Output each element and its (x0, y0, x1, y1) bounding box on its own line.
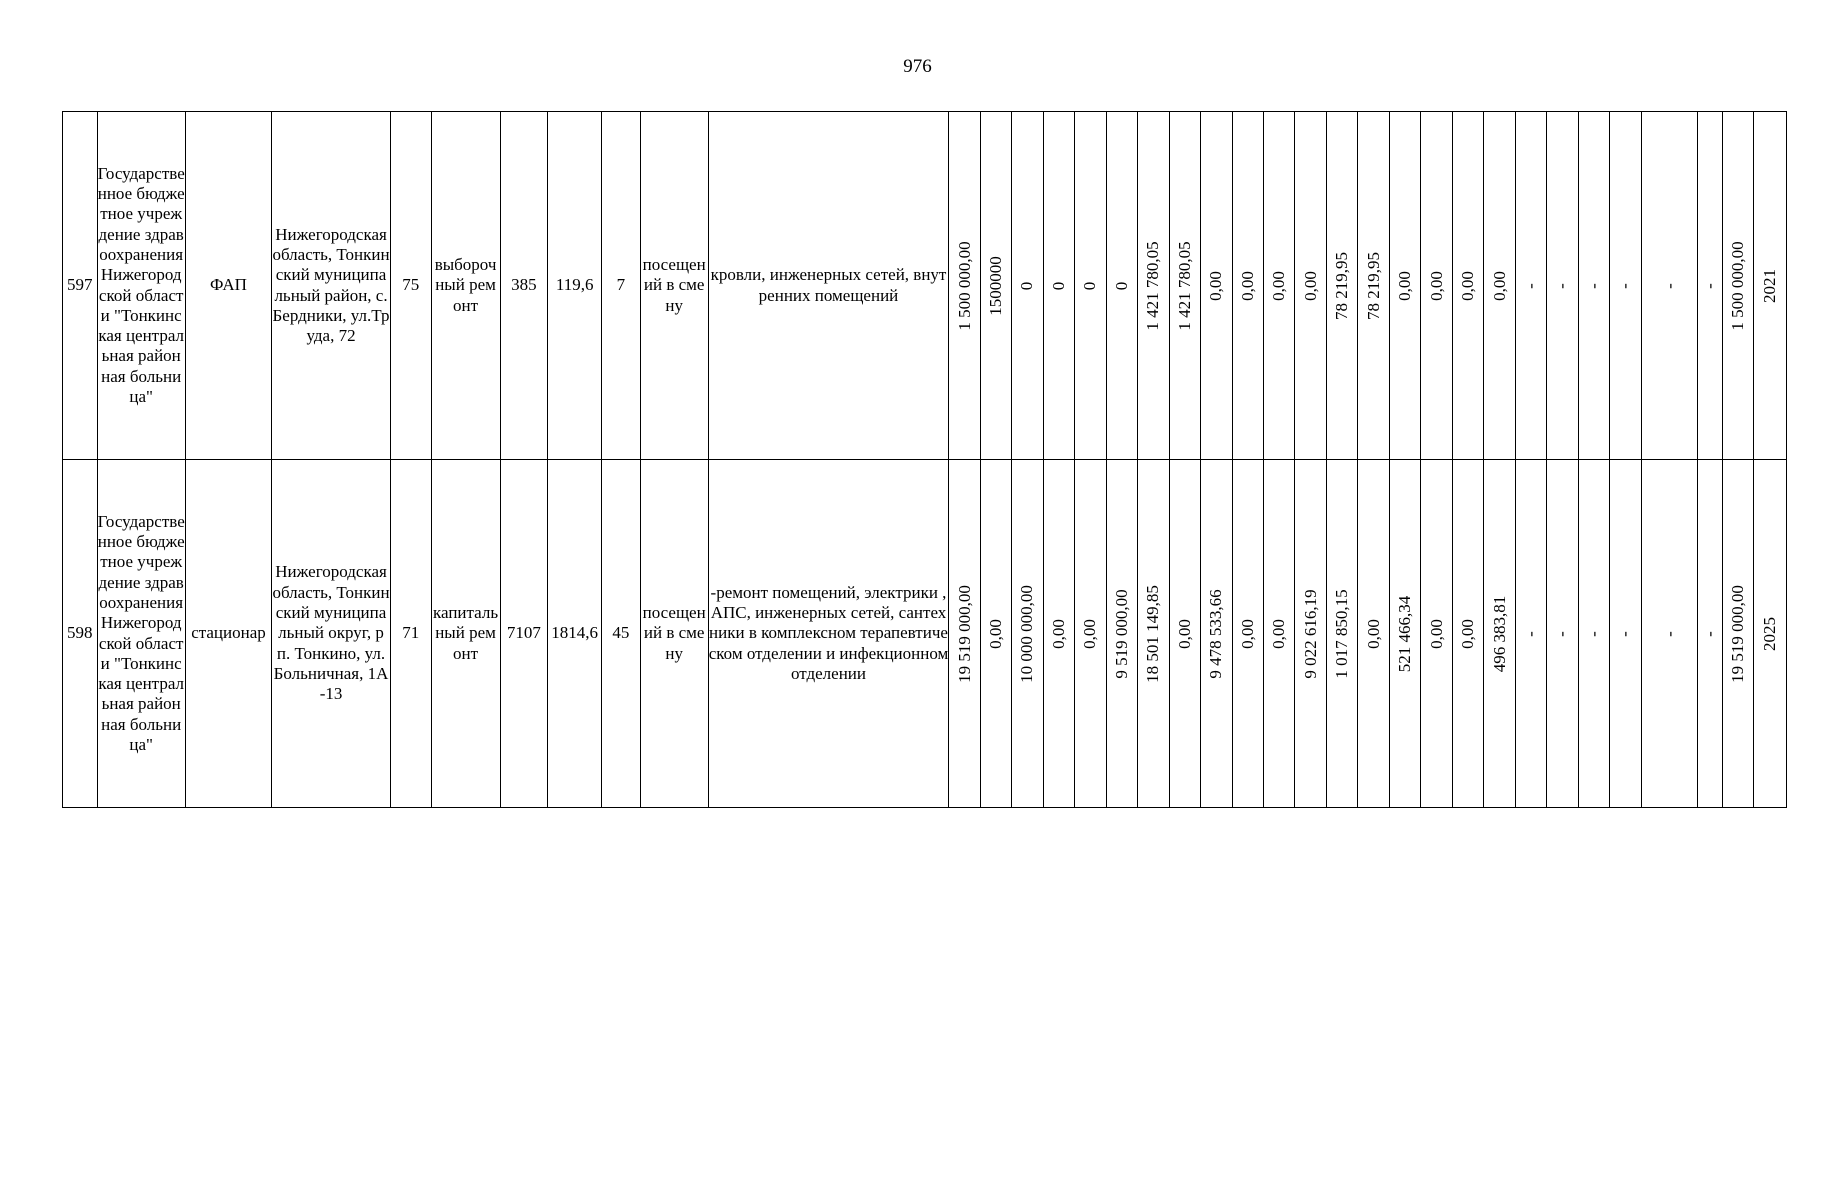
table-row (63, 460, 1787, 808)
value-cell (1452, 112, 1483, 460)
value-text: - (1659, 282, 1679, 289)
value-text: 0 (1080, 281, 1100, 290)
value-cell (1326, 460, 1357, 808)
facility-type: ФАП (185, 112, 271, 460)
value-text: - (1659, 630, 1679, 637)
value-text: 0,00 (1489, 270, 1509, 301)
value-cell (1169, 112, 1200, 460)
value-cell (1698, 460, 1722, 808)
cell-4: 71 (390, 460, 431, 808)
value-cell (1698, 112, 1722, 460)
value-text: 1 500 000,00 (954, 240, 974, 331)
value-text: 2025 (1760, 616, 1780, 651)
cell-8: 7 (602, 112, 641, 460)
facility-address: Нижегородская область, Тонкинский муниципальный округ, рп. Тонкино, ул.Больничная, 1А-13 (272, 460, 391, 808)
value-text: - (1583, 630, 1603, 637)
value-cell (1106, 112, 1137, 460)
value-cell (1452, 460, 1483, 808)
organization-name: Государственное бюджетное учреждение здравоохранения Нижегородской области "Тонкинская центральная районная больница" (97, 112, 185, 460)
value-text: 0,00 (1269, 618, 1289, 649)
row-number: 598 (63, 460, 98, 808)
value-cell (1515, 112, 1546, 460)
value-cell (1547, 460, 1578, 808)
value-cell (1515, 460, 1546, 808)
organization-name: Государственное бюджетное учреждение здравоохранения Нижегородской области "Тонкинская центральная районная больница" (97, 460, 185, 808)
value-text: 0 (1017, 281, 1037, 290)
value-cell (1232, 112, 1263, 460)
value-text: 0,00 (986, 618, 1005, 649)
value-cell (1012, 460, 1043, 808)
value-cell (1641, 460, 1698, 808)
cell-6: 7107 (500, 460, 548, 808)
value-text: - (1583, 282, 1603, 289)
value-text: 0,00 (1300, 270, 1320, 301)
value-text: 2021 (1760, 268, 1780, 303)
value-text: 0,00 (1395, 270, 1415, 301)
value-cell (1578, 460, 1609, 808)
value-cell (1358, 112, 1389, 460)
value-text: 0,00 (1048, 618, 1068, 649)
value-cell (1754, 112, 1787, 460)
value-cell (1484, 112, 1515, 460)
value-text: 19 519 000,00 (1728, 584, 1748, 683)
value-cell (980, 460, 1011, 808)
value-cell (1641, 112, 1698, 460)
value-text: 0,00 (1206, 270, 1226, 301)
table-row (63, 112, 1787, 460)
value-text: 0,00 (1237, 618, 1257, 649)
value-cell (1547, 112, 1578, 460)
value-cell (949, 460, 980, 808)
value-text: - (1520, 630, 1540, 637)
value-cell (1201, 112, 1232, 460)
value-text: 1500000 (986, 255, 1005, 316)
value-text: 0,00 (1237, 270, 1257, 301)
value-cell (1201, 460, 1232, 808)
value-text: - (1615, 282, 1635, 289)
value-cell (1043, 460, 1074, 808)
capacity-unit: посещений в смену (640, 460, 708, 808)
cell-7: 119,6 (548, 112, 602, 460)
value-text: 0,00 (1458, 270, 1478, 301)
value-text: 9 478 533,66 (1206, 588, 1226, 679)
value-cell (1389, 112, 1420, 460)
value-text: 78 219,95 (1363, 251, 1383, 320)
value-cell (1012, 112, 1043, 460)
value-cell (1389, 460, 1420, 808)
value-text: 9 022 616,19 (1300, 588, 1320, 679)
value-cell (1263, 112, 1294, 460)
facility-type: стационар (185, 460, 271, 808)
value-cell (1106, 460, 1137, 808)
value-text: 1 017 850,15 (1332, 588, 1352, 679)
value-cell (1610, 460, 1641, 808)
value-cell (1263, 460, 1294, 808)
facilities-table (62, 111, 1787, 808)
value-cell (1610, 112, 1641, 460)
value-text: 1 421 780,05 (1143, 240, 1163, 331)
value-cell (1484, 460, 1515, 808)
value-text: 1 421 780,05 (1174, 240, 1194, 331)
value-cell (1578, 112, 1609, 460)
value-cell (1138, 112, 1169, 460)
value-text: - (1700, 630, 1720, 637)
repair-type: выборочный ремонт (431, 112, 500, 460)
value-cell (1326, 112, 1357, 460)
value-text: 0,00 (1269, 270, 1289, 301)
value-text: 0,00 (1174, 618, 1194, 649)
value-cell (949, 112, 980, 460)
value-text: 9 519 000,00 (1111, 588, 1131, 679)
value-text: 496 383,81 (1489, 595, 1509, 672)
value-text: - (1552, 282, 1572, 289)
cell-8: 45 (602, 460, 641, 808)
cell-7: 1814,6 (548, 460, 602, 808)
value-text: - (1700, 282, 1720, 289)
value-cell (1421, 460, 1452, 808)
value-text: 521 466,34 (1395, 595, 1415, 672)
value-cell (1232, 460, 1263, 808)
cell-4: 75 (390, 112, 431, 460)
value-text: 0,00 (1363, 618, 1383, 649)
value-text: 0 (1111, 281, 1131, 290)
value-cell (1754, 460, 1787, 808)
value-cell (1075, 112, 1106, 460)
value-text: 0 (1048, 281, 1068, 290)
value-cell (1075, 460, 1106, 808)
works-description: -ремонт помещений, электрики ,АПС, инженерных сетей, сантехники в комплексном терапевтическом отделении и инфекционном отделении (708, 460, 949, 808)
cell-6: 385 (500, 112, 548, 460)
value-text: 1 500 000,00 (1728, 240, 1748, 331)
value-cell (1043, 112, 1074, 460)
value-text: 78 219,95 (1332, 251, 1352, 320)
value-cell (1295, 460, 1326, 808)
value-cell (1722, 460, 1753, 808)
works-description: кровли, инженерных сетей, внутренних помещений (708, 112, 949, 460)
value-cell (1169, 460, 1200, 808)
value-text: 0,00 (1080, 618, 1100, 649)
value-text: - (1615, 630, 1635, 637)
value-text: 19 519 000,00 (954, 584, 974, 683)
value-cell (1421, 112, 1452, 460)
repair-type: капитальный ремонт (431, 460, 500, 808)
facility-address: Нижегородская область, Тонкинский муниципальный район, с. Бердники, ул.Труда, 72 (272, 112, 391, 460)
value-text: 0,00 (1458, 618, 1478, 649)
value-cell (1138, 460, 1169, 808)
value-text: 0,00 (1426, 618, 1446, 649)
value-text: 18 501 149,85 (1143, 584, 1163, 683)
value-cell (1295, 112, 1326, 460)
value-cell (1722, 112, 1753, 460)
value-cell (980, 112, 1011, 460)
value-text: 0,00 (1426, 270, 1446, 301)
value-cell (1358, 460, 1389, 808)
value-text: - (1520, 282, 1540, 289)
page-number: 976 (903, 56, 932, 77)
value-text: - (1552, 630, 1572, 637)
row-number: 597 (63, 112, 98, 460)
capacity-unit: посещений в смену (640, 112, 708, 460)
value-text: 10 000 000,00 (1017, 584, 1037, 683)
